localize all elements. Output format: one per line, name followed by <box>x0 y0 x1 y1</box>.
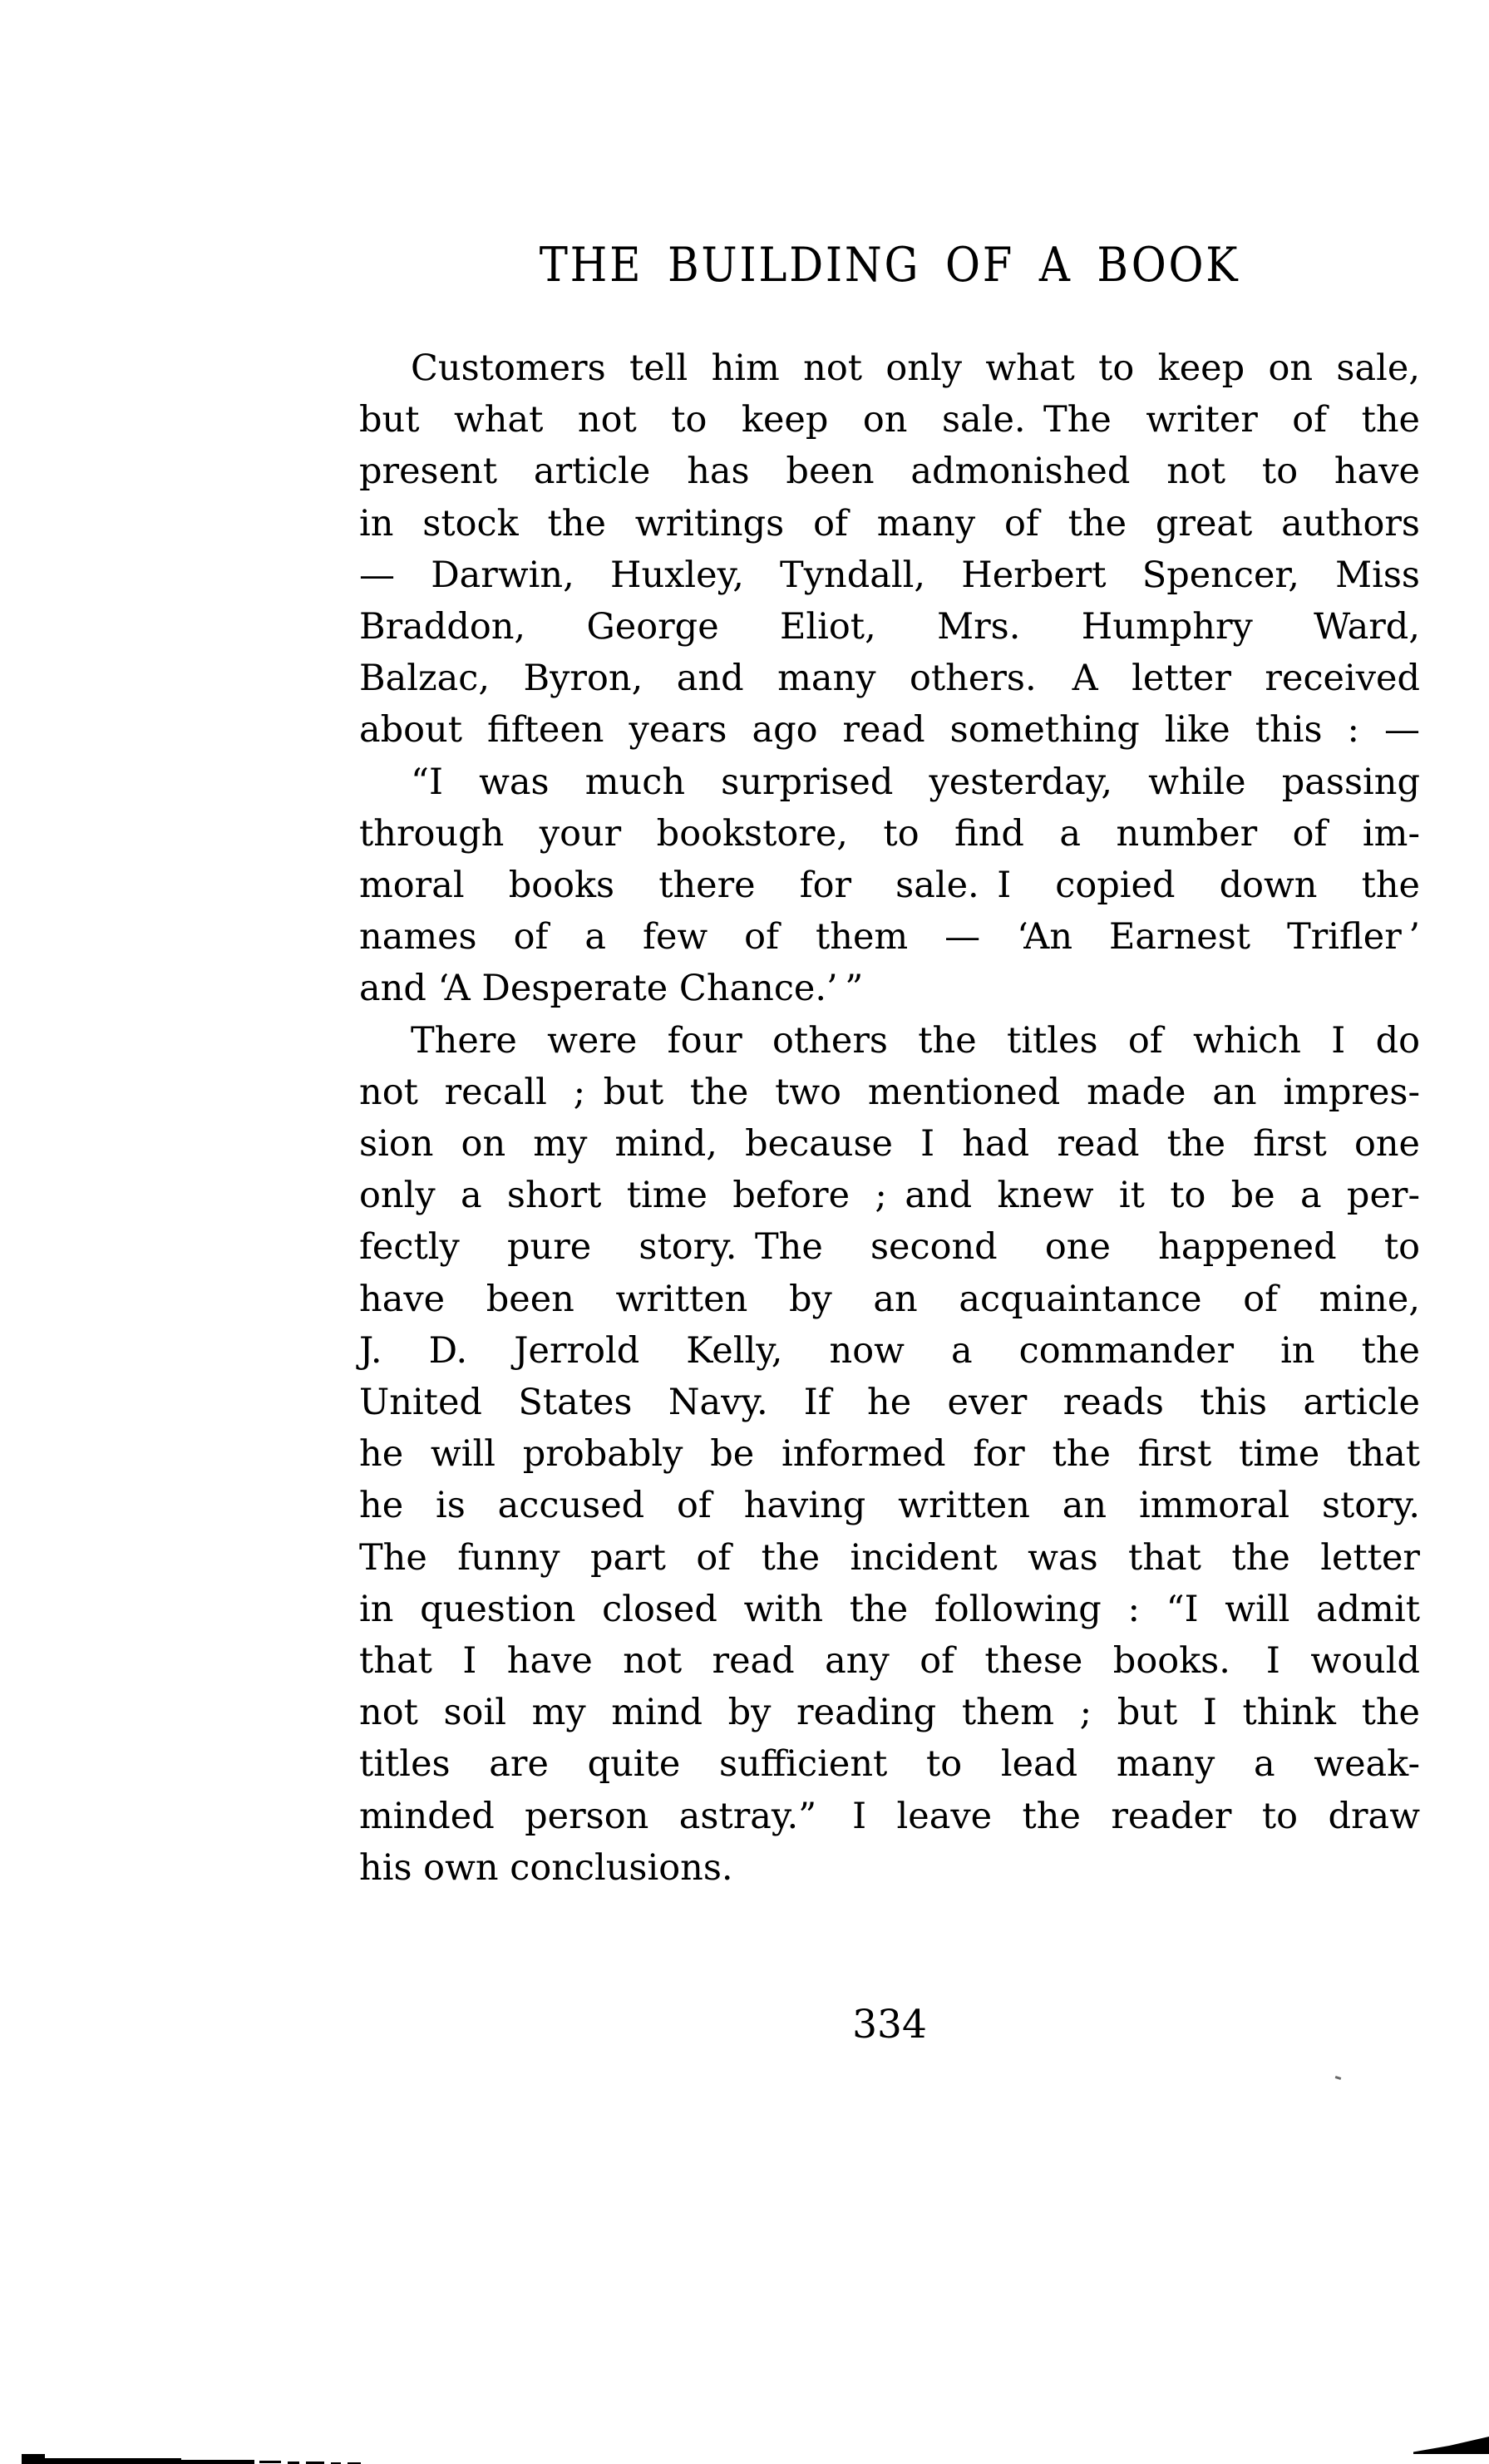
text-line: in question closed with the following : “I will admit <box>359 1588 1420 1630</box>
body-text <box>359 342 1420 1894</box>
text-line: sion on my mind, because I had read the first one <box>359 1123 1420 1165</box>
text-line: The funny part of the incident was that the letter <box>359 1536 1420 1579</box>
text-line: have been written by an acquaintance of mine, <box>359 1278 1420 1320</box>
text-line: There were four others the titles of which I do <box>411 1019 1420 1062</box>
text-line: — Darwin, Huxley, Tyndall, Herbert Spencer, Miss <box>359 554 1420 596</box>
text-line: minded person astray.” I leave the reader to draw <box>359 1795 1420 1837</box>
text-line: not recall ; but the two mentioned made an impres- <box>359 1071 1420 1113</box>
scan-artifact-speck <box>1335 2076 1342 2080</box>
page-number: 334 <box>852 2002 927 2048</box>
text-line: Customers tell him not only what to keep on sale, <box>411 347 1420 389</box>
text-line: present article has been admonished not to have <box>359 451 1420 493</box>
text-line: names of a few of them — ‘An Earnest Trifler ’ <box>359 916 1420 958</box>
text-line: and ‘A Desperate Chance.’ ” <box>359 968 864 1010</box>
scan-artifact-ink-mark <box>181 2460 254 2464</box>
text-line: about fifteen years ago read something like this : — <box>359 709 1420 752</box>
text-line: United States Navy. If he ever reads this article <box>359 1382 1420 1424</box>
scan-artifact-corner-wedge <box>1413 2437 1489 2454</box>
text-line: Braddon, George Eliot, Mrs. Humphry Ward, <box>359 606 1420 648</box>
text-line: moral books there for sale. I copied down the <box>359 865 1420 907</box>
text-line: in stock the writings of many of the great authors <box>359 502 1420 545</box>
scan-artifact-ink-mark <box>22 2458 181 2464</box>
text-line: his own conclusions. <box>359 1846 733 1889</box>
text-line: J. D. Jerrold Kelly, now a commander in the <box>359 1329 1420 1372</box>
text-line: Balzac, Byron, and many others. A letter received <box>359 658 1420 700</box>
scan-artifact-ink-mark <box>259 2461 281 2463</box>
text-line: he will probably be informed for the first time that <box>359 1433 1420 1476</box>
text-line: that I have not read any of these books. I would <box>359 1640 1420 1683</box>
text-line: he is accused of having written an immoral story. <box>359 1485 1420 1527</box>
text-line: titles are quite sufficient to lead many a weak- <box>359 1743 1420 1786</box>
running-header: THE BUILDING OF A BOOK <box>539 238 1240 293</box>
text-line: only a short time before ; and knew it to be a per- <box>359 1175 1420 1217</box>
text-line: fectly pure story. The second one happened to <box>359 1226 1420 1269</box>
text-line: “I was much surprised yesterday, while passing <box>411 761 1420 803</box>
text-line: not soil my mind by reading them ; but I think the <box>359 1692 1420 1734</box>
text-line: through your bookstore, to find a number of im- <box>359 812 1420 855</box>
text-line: but what not to keep on sale. The writer of the <box>359 399 1420 441</box>
